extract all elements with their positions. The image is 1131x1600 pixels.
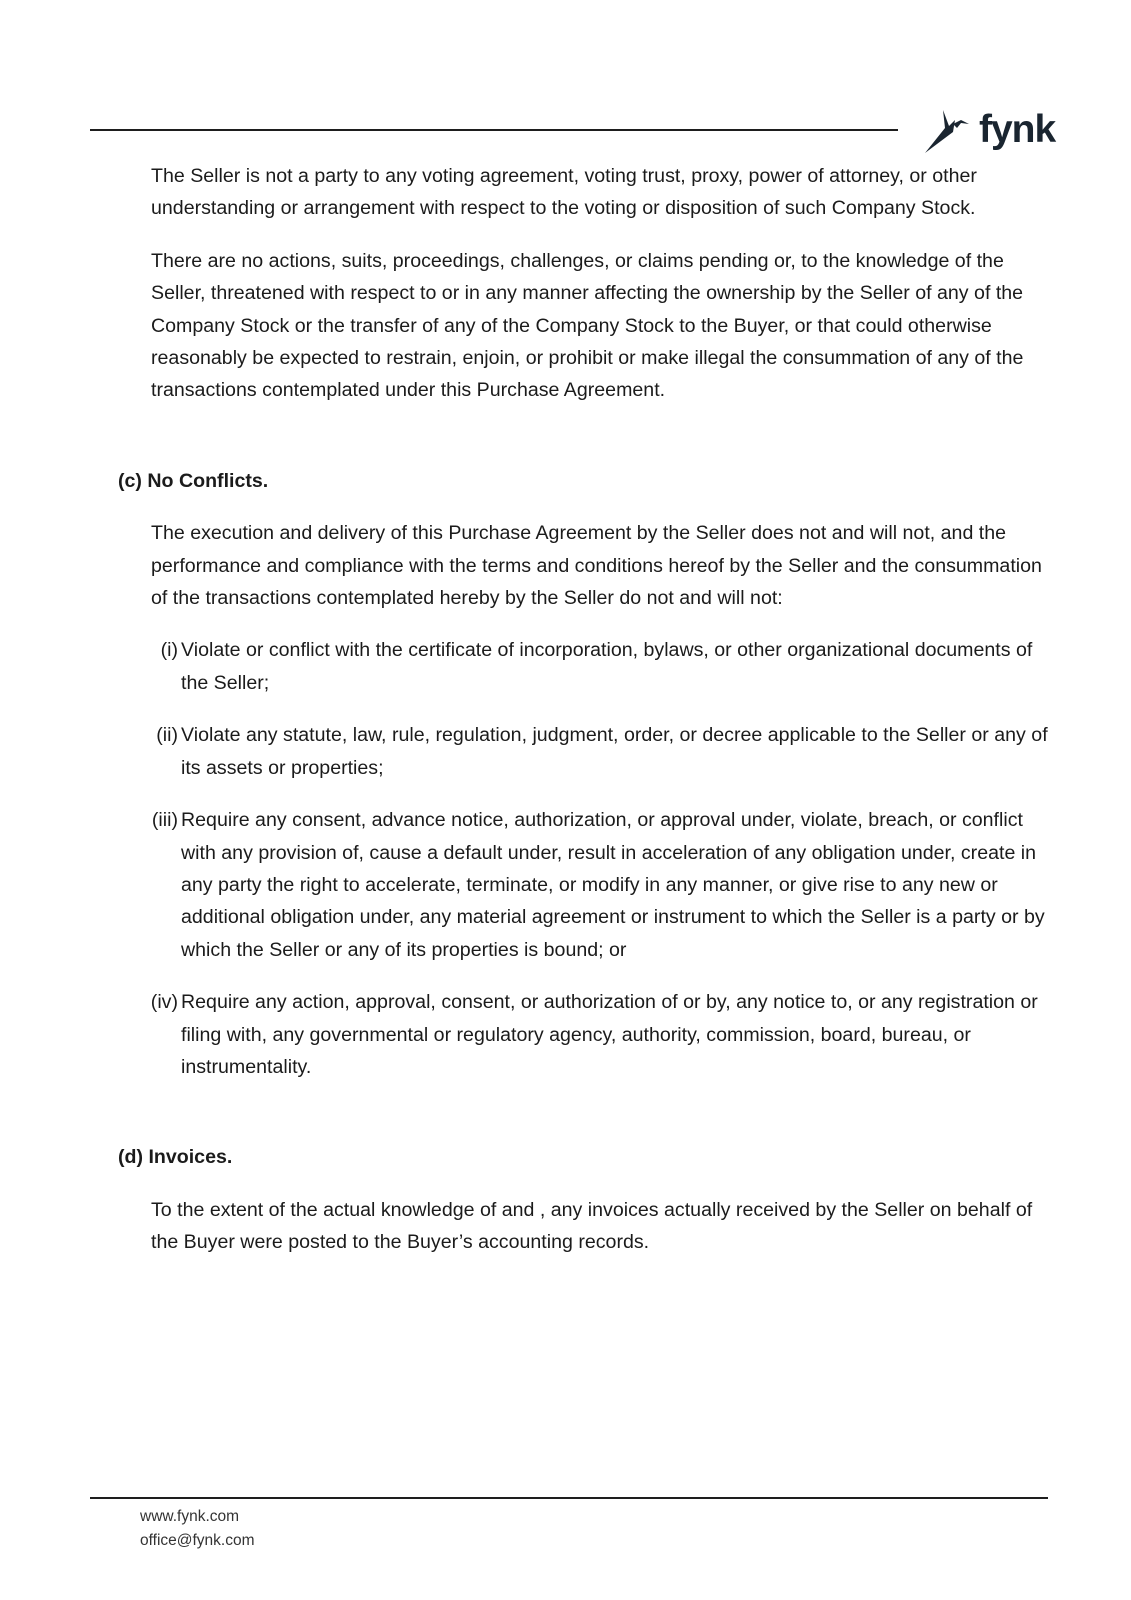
footer xyxy=(140,1505,255,1553)
list-item-number: (iv) xyxy=(150,991,178,1014)
list-item xyxy=(118,634,1048,699)
footer-email[interactable]: office@fynk.com xyxy=(140,1532,255,1549)
list-item-text: Require any action, approval, consent, or authorization of or by, any notice to, or any registration or filing with, any governmental or regulatory agency, authority, commission, board, bureau, or instrumentality. xyxy=(181,991,1038,1078)
footer-website[interactable]: www.fynk.com xyxy=(140,1508,240,1525)
list-item-text: Violate any statute, law, rule, regulation, judgment, order, or decree applicable to the Seller or any of its assets or properties; xyxy=(181,724,1048,779)
section-d-text: To the extent of the actual knowledge of and , any invoices actually received by the Seller on behalf of the Buyer were posted to the Buyer’s accounting records. xyxy=(151,1198,1033,1254)
section-c-heading: (c) No Conflicts. xyxy=(118,469,269,492)
list-item-text: Violate or conflict with the certificate of incorporation, bylaws, or other organizational documents of the Seller; xyxy=(181,639,1033,694)
fynk-logo xyxy=(923,104,1056,156)
paragraph-actions: There are no actions, suits, proceedings, challenges, or claims pending or, to the knowledge of the Seller, threatened with respect to or in any manner affecting the ownership by the Seller of any of the Company Stock or the transfer of any of the Company Stock to the Buyer, or that could otherwise reasonably be expected to restrain, enjoin, or prohibit or make illegal the consummation of any of the transactions contemplated under this Purchase Agreement. xyxy=(151,249,1024,402)
list-item-number: (i) xyxy=(160,639,178,662)
footer-divider xyxy=(90,1497,1048,1499)
document-body xyxy=(118,160,1048,1279)
list-item-text: Require any consent, advance notice, authorization, or approval under, violate, breach, or conflict with any provision of, cause a default under, result in acceleration of any obligation under, create in any party the right to accelerate, terminate, or modify in any manner, or give rise to any new or additional obligation under, any material agreement or instrument to which the Seller is a party or by which the Seller or any of its properties is bound; or xyxy=(181,809,1045,961)
list-item xyxy=(118,986,1048,1083)
section-c-intro: The execution and delivery of this Purchase Agreement by the Seller does not and will not, and the performance and compliance with the terms and conditions hereof by the Seller and the consummation of the transactions contemplated hereby by the Seller do not and will not: xyxy=(151,522,1042,610)
section-d-heading: (d) Invoices. xyxy=(118,1146,233,1169)
list-item-number: (ii) xyxy=(156,724,178,747)
header-divider xyxy=(90,129,898,131)
brand-name: fynk xyxy=(979,108,1056,151)
paragraph-voting: The Seller is not a party to any voting agreement, voting trust, proxy, power of attorney, or other understanding or arrangement with respect to the voting or disposition of such Company Stock. xyxy=(151,165,977,220)
list-item xyxy=(118,719,1048,784)
list-item xyxy=(118,804,1048,966)
list-item-number: (iii) xyxy=(151,809,178,832)
bird-icon xyxy=(923,106,973,154)
